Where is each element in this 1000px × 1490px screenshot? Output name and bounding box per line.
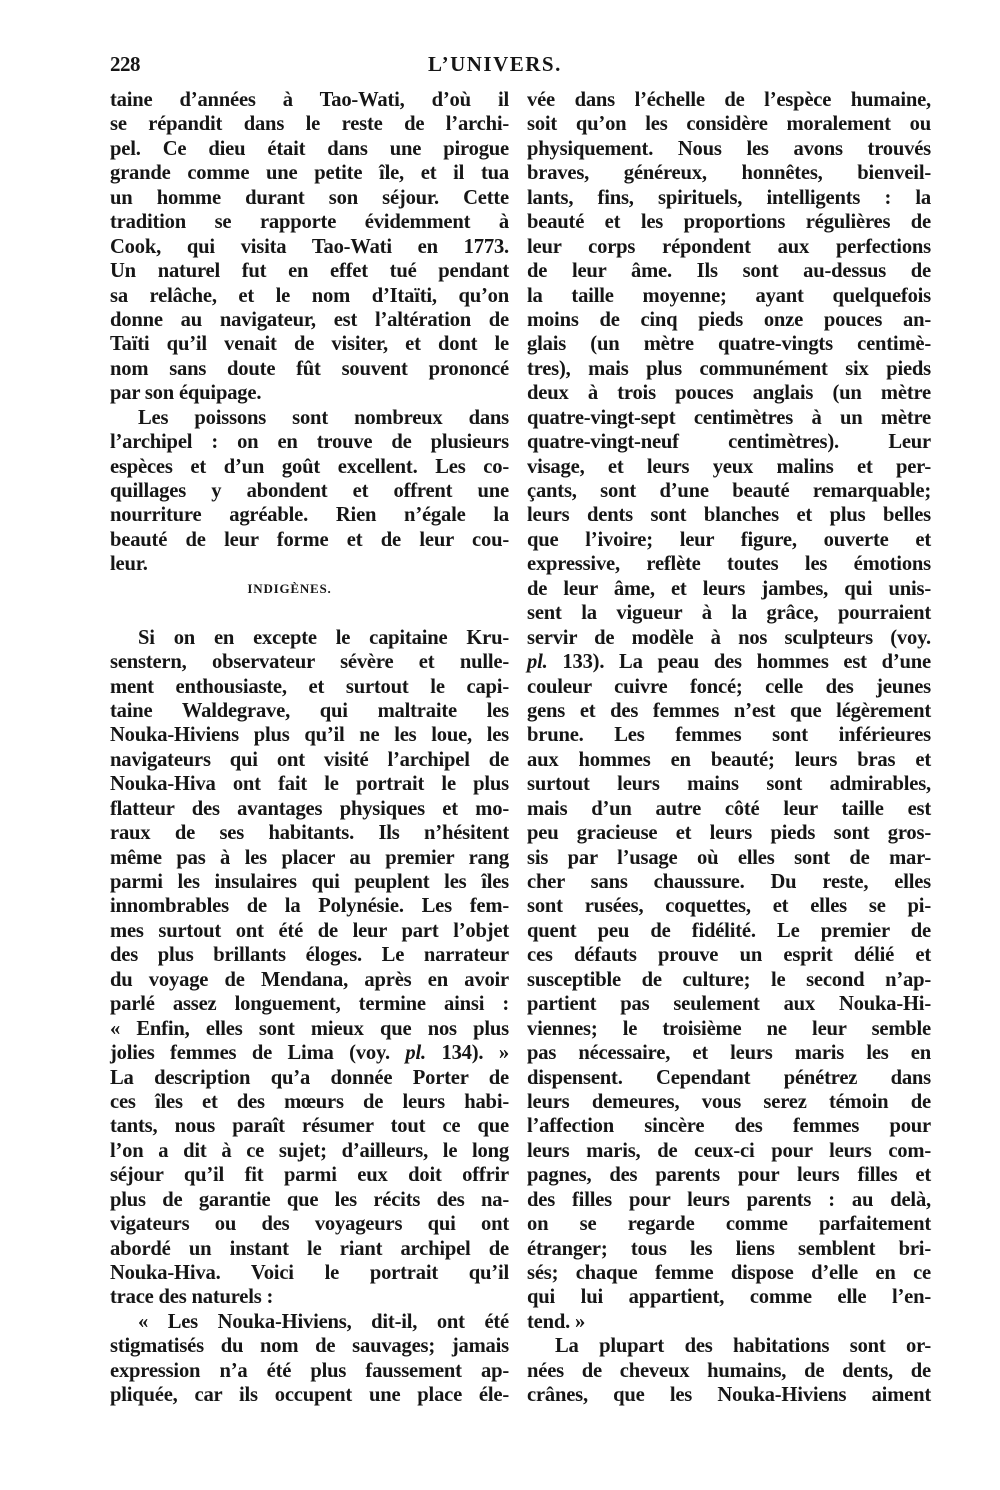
text-line: beauté de leur forme et de leur cou-: [110, 528, 509, 551]
text-line: Les poissons sont nombreux dans: [138, 406, 509, 429]
text-line: crânes, que les Nouka-Hiviens aiment: [527, 1384, 931, 1407]
text-line: leurs demeures, vous serez témoin de: [527, 1090, 931, 1113]
text-line: parmi les insulaires qui peuplent les îles: [110, 871, 509, 893]
text-line: dispensent. Cependant pénétrez dans: [527, 1066, 931, 1089]
text-line: leur.: [110, 553, 148, 576]
text-line: du voyage de Mendana, après en avoir: [110, 968, 509, 991]
text-line: l’affection sincère des femmes pour: [527, 1115, 931, 1138]
text-line: quent peu de fidélité. Le premier de: [527, 919, 931, 942]
text-line-plate-134: jolies femmes de Lima (voy. pl. 134). »: [110, 1042, 509, 1065]
text-line: peu gracieuse et leurs pieds sont gros-: [527, 822, 931, 845]
section-heading: INDIGÈNES.: [247, 580, 332, 596]
text-line: Nouka-Hiva. Voici le portrait qu’il: [110, 1262, 509, 1284]
text-line: La description qu’a donnée Porter de: [110, 1066, 509, 1089]
text-line: quillages y abondent et offrent une: [110, 480, 509, 502]
text-line: flatteur des avantages physiques et mo-: [110, 797, 509, 820]
text-line: raux de ses habitants. Ils n’hésitent: [110, 822, 509, 845]
text-line: pas nécessaire, et leurs maris les en: [527, 1042, 931, 1065]
text-line: on se regarde comme parfaitement: [527, 1213, 931, 1236]
text-line: pliquée, car ils occupent une place éle-: [110, 1384, 509, 1407]
text-line: nourriture agréable. Rien n’égale la: [110, 504, 509, 527]
text-line: tradition se rapporte évidemment à: [110, 211, 509, 234]
text-line: leurs dents sont blanches et plus belles: [527, 504, 931, 527]
text-line: gens et des femmes n’est que légèrement: [527, 699, 931, 722]
paragraph-quote-continued: [527, 88, 931, 1334]
plate-ref: pl.: [527, 651, 548, 674]
text-line: se répandit dans le reste de l’archi-: [110, 113, 509, 136]
text-line: moins de cinq pieds onze pouces an-: [527, 308, 931, 331]
text-line: La plupart des habitations sont or-: [555, 1335, 931, 1358]
text-line: leur corps répondent aux perfections: [527, 235, 931, 258]
text-line: navigateurs qui ont visité l’archipel de: [110, 748, 509, 771]
paragraph-quote-porter: [110, 1310, 509, 1408]
text-line: beauté et les proportions régulières de: [527, 211, 931, 234]
spacer: [110, 601, 509, 625]
text-line: parlé assez longuement, termine ainsi :: [110, 993, 509, 1016]
text-line: un homme durant son séjour. Cette: [110, 186, 509, 209]
text-line: plus de garantie que les récits des na-: [110, 1188, 509, 1211]
text-line: donne au navigateur, est l’altération de: [110, 308, 509, 331]
text-line: que l’ivoire; leur figure, ouverte et: [527, 528, 931, 551]
text-line: expressive, reflète toutes les émotions: [527, 553, 931, 576]
text-line: tants, nous paraît résumer tout ce que: [110, 1115, 509, 1138]
text-line: Un naturel fut en effet tué pendant: [110, 260, 509, 283]
text-line: trace des naturels :: [110, 1286, 274, 1309]
text-line: nom sans doute fût souvent prononcé: [110, 357, 509, 380]
text-line: aux hommes en beauté; leurs bras et: [527, 748, 931, 771]
text-line: Si on en excepte le capitaine Kru-: [138, 626, 509, 649]
paragraph-indigenes: [110, 626, 509, 1310]
text-line: expression n’a été plus faussement ap-: [110, 1359, 509, 1382]
text-line: étranger; tous les liens semblent bri-: [527, 1237, 931, 1260]
text-line: viennes; le troisième ne leur semble: [527, 1017, 931, 1040]
paragraph-tao-wati: [110, 88, 509, 406]
text-line: des plus brillants éloges. Le narrateur: [110, 944, 509, 967]
text-line: Nouka-Hiviens plus qu’il ne les loue, les: [110, 724, 509, 747]
text-line: tend. »: [527, 1310, 586, 1333]
text-line: brune. Les femmes sont inférieures: [527, 724, 931, 747]
text-line: tres), mais plus communément six pieds: [527, 357, 931, 380]
text-line: de leur âme, et leurs jambes, qui unis-: [527, 577, 931, 600]
text-line: nées de cheveux humains, de dents, de: [527, 1359, 931, 1382]
text-line: lants, fins, spirituels, intelligents : la: [527, 186, 931, 209]
text-line: sés; chaque femme dispose d’elle en ce: [527, 1262, 931, 1284]
text-line: sent la vigueur à la grâce, pourraient: [527, 602, 931, 625]
text-line: deux à trois pouces anglais (un mètre: [527, 382, 931, 405]
text-line: glais (un mètre quatre-vingts centimè-: [527, 333, 931, 356]
text-line: l’on a dit à ce sujet; d’ailleurs, le long: [110, 1139, 509, 1162]
text-line: soit qu’on les considère moralement ou: [527, 113, 931, 136]
text-line: Taïti qu’il venait de visiter, et dont le: [110, 333, 509, 356]
text-line: qui lui appartient, comme elle l’en-: [527, 1286, 931, 1309]
text-line: taine Waldegrave, qui maltraite les: [110, 699, 509, 722]
running-title: L’UNIVERS.: [428, 52, 562, 76]
text-line: mais d’un autre côté leur taille est: [527, 797, 931, 820]
text-line: grande comme une petite île, et il tua: [110, 162, 509, 185]
text-line: par son équipage.: [110, 382, 262, 405]
text-line: partient pas seulement aux Nouka-Hi-: [527, 993, 931, 1016]
text-line: Cook, qui visita Tao-Wati en 1773.: [110, 235, 509, 258]
plate-ref: pl.: [405, 1042, 426, 1065]
text-line: « Les Nouka-Hiviens, dit-il, ont été: [138, 1310, 509, 1333]
text-line: mes surtout ont été de leur part l’objet: [110, 919, 509, 942]
text-line: ces îles et des mœurs de leurs habi-: [110, 1090, 509, 1113]
text-line: physiquement. Nous les avons trouvés: [527, 137, 931, 160]
text-line: innombrables de la Polynésie. Les fem-: [110, 895, 509, 918]
text-line: sa relâche, et le nom d’Itaïti, qu’on: [110, 284, 509, 307]
text-line: sont rusées, coquettes, et elles se pi-: [527, 895, 931, 918]
text-line: séjour qu’il fit parmi eux doit offrir: [110, 1164, 509, 1187]
text-line: surtout leurs mains sont admirables,: [527, 773, 931, 796]
left-column: [110, 88, 509, 1408]
text-line: braves, généreux, honnêtes, bienveil-: [527, 162, 931, 185]
text-line: leurs maris, de ceux-ci pour leurs com-: [527, 1139, 931, 1162]
text-line: ment enthousiaste, et surtout le capi-: [110, 675, 509, 698]
text-line: « Enfin, elles sont mieux que nos plus: [110, 1017, 509, 1040]
text-line: servir de modèle à nos sculpteurs (voy.: [527, 626, 931, 649]
text-line: la taille moyenne; ayant quelquefois: [527, 284, 931, 307]
page-number: 228: [110, 52, 140, 76]
text-line: Nouka-Hiva ont fait le portrait le plus: [110, 773, 509, 796]
text-line: senstern, observateur sévère et nulle-: [110, 651, 509, 674]
text-line: pel. Ce dieu était dans une pirogue: [110, 137, 509, 160]
text-line: couleur cuivre foncé; celle des jeunes: [527, 675, 931, 698]
text-line: taine d’années à Tao-Wati, d’où il: [110, 89, 509, 111]
right-column: [527, 88, 931, 1408]
text-line: même pas à les placer au premier rang: [110, 846, 509, 869]
text-line: visage, et leurs yeux malins et per-: [527, 455, 931, 478]
text-line: l’archipel : on en trouve de plusieurs: [110, 431, 509, 454]
text-line: susceptible de culture; le second n’ap-: [527, 968, 931, 991]
text-line: cher sans chaussure. Du reste, elles: [527, 871, 931, 893]
paragraph-habitations: [527, 1334, 931, 1407]
text-line: espèces et d’un goût excellent. Les co-: [110, 455, 509, 478]
text-line: vigateurs ou des voyageurs qui ont: [110, 1213, 509, 1236]
text-line: des filles pour leurs parents : au delà,: [527, 1188, 931, 1211]
text-line: pagnes, des parents pour leurs filles et: [527, 1164, 931, 1187]
text-line: çants, sont d’une beauté remarquable;: [527, 480, 931, 502]
text-line: quatre-vingt-neuf centimètres). Leur: [527, 431, 931, 454]
text-line: stigmatisés du nom de sauvages; jamais: [110, 1335, 509, 1358]
text-line: abordé un instant le riant archipel de: [110, 1237, 509, 1260]
text-line: sis par l’usage où elles sont de mar-: [527, 846, 931, 869]
text-line: vée dans l’échelle de l’espèce humaine,: [527, 89, 931, 111]
text-line: quatre-vingt-sept centimètres à un mètre: [527, 406, 931, 429]
text-line: de leur âme. Ils sont au-dessus de: [527, 260, 931, 283]
text-line: ces défauts prouve un esprit délié et: [527, 944, 931, 967]
paragraph-poissons: [110, 406, 509, 577]
text-line-plate-133: pl. 133). La peau des hommes est d’une: [527, 651, 931, 674]
page-header: [110, 52, 930, 84]
